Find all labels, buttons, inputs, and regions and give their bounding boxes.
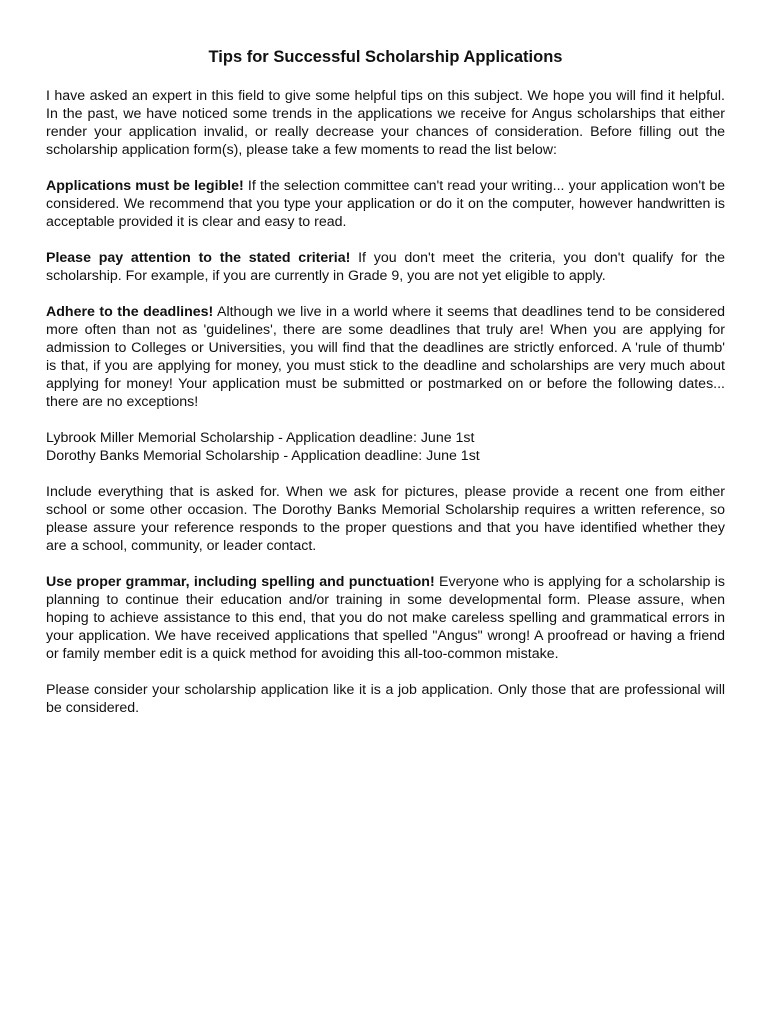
include-everything-paragraph: Include everything that is asked for. When we ask for pictures, please provide a recent one from either school or some other occasion. The Dorothy Banks Memorial Scholarship requires a written reference, so please assure your reference responds to the proper questions and that you have identified whether they are a school, community, or leader contact. — [46, 484, 725, 554]
tip-deadlines-paragraph — [46, 303, 725, 411]
tip-criteria-body: If you don't meet the criteria, you don't qualify for the scholarship. For example, if you are currently in Grade 9, you are not yet eligible to apply. — [46, 250, 726, 284]
document-page — [46, 47, 725, 735]
tip-grammar-paragraph — [46, 573, 725, 663]
tip-grammar-body: Everyone who is applying for a scholarship is planning to continue their education and/or training in some developmental form. Please assure, when hoping to achieve assistance to this end, that you do not make careless spelling and grammatical errors in your application. We have received applications that spelled "Angus" wrong! A proofread or having a friend or family member edit is a quick method for avoiding this all-too-common mistake. — [46, 574, 725, 662]
closing-paragraph: Please consider your scholarship application like it is a job application. Only those that are professional will be considered. — [46, 682, 725, 716]
deadline-dorothy-banks: Dorothy Banks Memorial Scholarship - Application deadline: June 1st — [46, 448, 480, 464]
tip-criteria-paragraph — [46, 249, 725, 285]
document-title: Tips for Successful Scholarship Applications — [208, 48, 563, 66]
tip-legible-paragraph — [46, 177, 725, 231]
tip-deadlines-body: Although we live in a world where it seems that deadlines tend to be considered more often than not as 'guidelines', there are some deadlines that truly are! When you are applying for admission to Colleges or Universities, you will find that the deadlines are strictly enforced. A 'rule of thumb' is that, if you are applying for money, you must stick to the deadline and scholarships are very much about applying for money! Your application must be submitted or postmarked on or before the following dates... there are no exceptions! — [46, 304, 726, 410]
tip-legible-body: If the selection committee can't read your writing... your application won't be considered. We recommend that you type your application or do it on the computer, however handwritten is acceptable provided it is clear and easy to read. — [46, 178, 725, 230]
tip-deadlines-heading: Adhere to the deadlines! — [46, 304, 214, 320]
deadline-list — [46, 429, 725, 465]
tip-grammar-heading: Use proper grammar, including spelling and punctuation! — [46, 574, 435, 590]
intro-paragraph: I have asked an expert in this field to give some helpful tips on this subject. We hope you will find it helpful. In the past, we have noticed some trends in the applications we receive for Angus scholarships that either render your application invalid, or really decrease your chances of consideration. Before filling out the scholarship application form(s), please take a few moments to read the list below: — [46, 88, 725, 158]
tip-legible-heading: Applications must be legible! — [46, 178, 244, 194]
deadline-lybrook-miller: Lybrook Miller Memorial Scholarship - Application deadline: June 1st — [46, 430, 475, 446]
tip-criteria-heading: Please pay attention to the stated criteria! — [46, 250, 351, 266]
